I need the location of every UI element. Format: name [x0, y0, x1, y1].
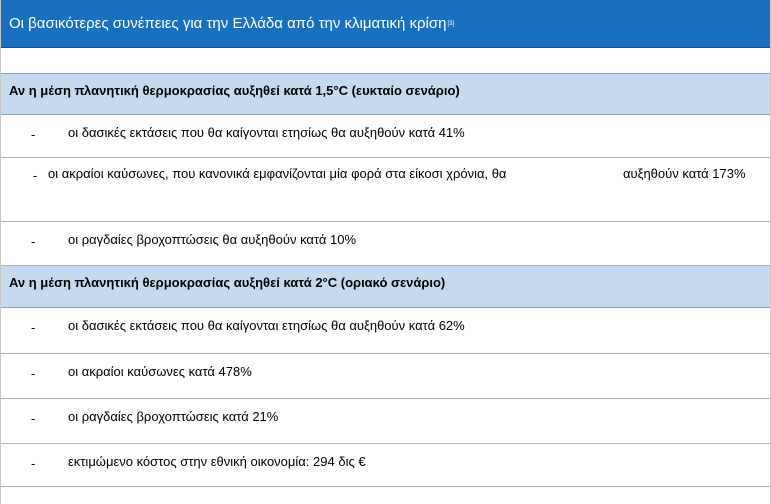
spacer: [1, 48, 770, 73]
list-item-text: οι ακραίοι καύσωνες, που κανονικά εμφανίζονται μία φορά στα είκοσι χρόνια, θα: [48, 166, 507, 181]
bullet-dash: -: [33, 168, 38, 183]
list-item-text: οι ραγδαίες βροχοπτώσεις θα αυξηθούν κατά 10%: [68, 232, 357, 247]
list-item: [1, 399, 770, 444]
list-item: [1, 354, 770, 399]
bullet-dash: -: [31, 366, 36, 381]
bullet-dash: -: [31, 320, 36, 335]
scenario-2-heading: Αν η μέση πλανητική θερμοκρασίας αυξηθεί κατά 2°C (οριακό σενάριο): [1, 266, 770, 308]
list-item-text: οι δασικές εκτάσεις που θα καίγονται ετησίως θα αυξηθούν κατά 41%: [68, 125, 465, 140]
footnote-reference: [3]: [447, 20, 455, 27]
list-item: [1, 158, 770, 222]
list-item-text: οι ακραίοι καύσωνες κατά 478%: [68, 364, 252, 379]
table-title: [1, 0, 770, 48]
list-item-text: εκτιμώμενο κόστος στην εθνική οικονομία: 294 δις €: [68, 454, 366, 469]
list-item: [1, 308, 770, 354]
bullet-dash: -: [31, 411, 36, 426]
list-item: [1, 115, 770, 158]
scenario-1-5-heading: Αν η μέση πλανητική θερμοκρασίας αυξηθεί κατά 1,5°C (ευκταίο σενάριο): [1, 73, 770, 115]
bullet-dash: -: [31, 234, 36, 249]
list-item: [1, 222, 770, 266]
bullet-dash: -: [31, 456, 36, 471]
list-item: [1, 444, 770, 487]
table-title-text: Οι βασικότερες συνέπειες για την Ελλάδα από την κλιματική κρίση: [9, 15, 447, 32]
list-item-text: οι δασικές εκτάσεις που θα καίγονται ετησίως θα αυξηθούν κατά 62%: [68, 318, 465, 333]
list-item-text: οι ραγδαίες βροχοπτώσεις κατά 21%: [68, 409, 279, 424]
bullet-dash: -: [31, 127, 36, 142]
list-item-text-tail: αυξηθούν κατά 173%: [623, 166, 746, 181]
